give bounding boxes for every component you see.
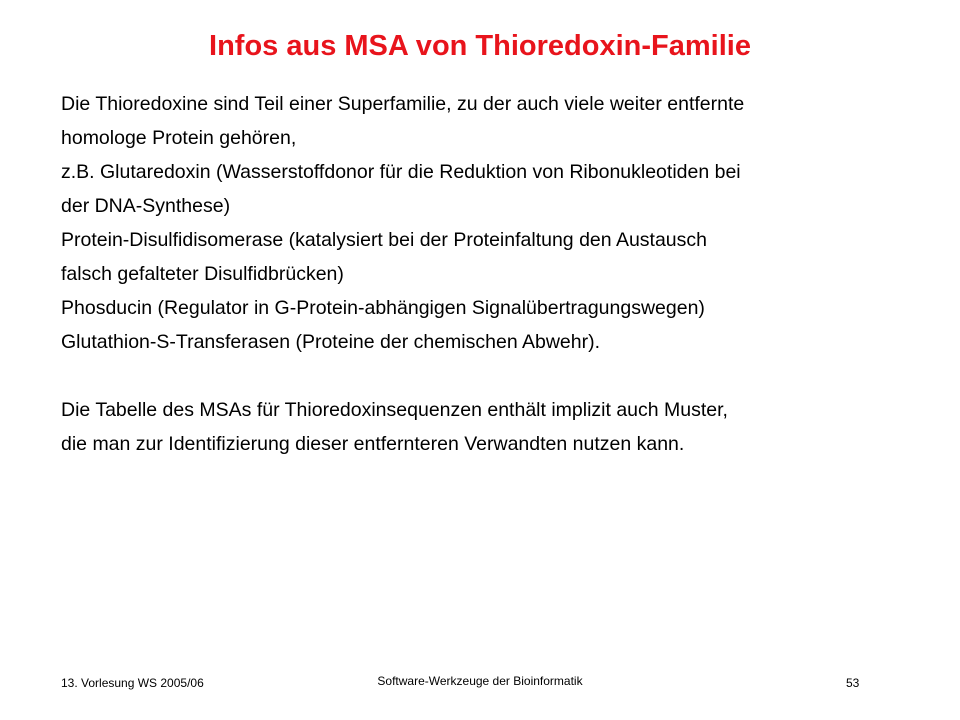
- body-line: Die Thioredoxine sind Teil einer Superfamilie, zu der auch viele weiter entfernte: [61, 93, 745, 115]
- slide-title: Infos aus MSA von Thioredoxin-Familie: [209, 30, 751, 62]
- footer-lecture-info: 13. Vorlesung WS 2005/06: [61, 676, 204, 690]
- body-line: falsch gefalteter Disulfidbrücken): [61, 263, 344, 285]
- body-line: Phosducin (Regulator in G-Protein-abhängigen Signalübertragungswegen): [61, 297, 705, 319]
- body-line: der DNA-Synthese): [61, 195, 231, 217]
- body-line: z.B. Glutaredoxin (Wasserstoffdonor für die Reduktion von Ribonukleotiden bei: [61, 161, 741, 183]
- body-line: Glutathion-S-Transferasen (Proteine der chemischen Abwehr).: [61, 331, 601, 353]
- slide-body: [61, 87, 911, 461]
- footer-page-number: 53: [846, 676, 860, 690]
- body-line: Die Tabelle des MSAs für Thioredoxinsequenzen enthält implizit auch Muster,: [61, 399, 728, 421]
- body-line: homologe Protein gehören,: [61, 127, 297, 149]
- paragraph-spacer: [61, 359, 911, 393]
- body-line: Protein-Disulfidisomerase (katalysiert bei der Proteinfaltung den Austausch: [61, 229, 707, 251]
- footer-course-title: Software-Werkzeuge der Bioinformatik: [377, 674, 583, 688]
- body-line: die man zur Identifizierung dieser entfernteren Verwandten nutzen kann.: [61, 433, 685, 455]
